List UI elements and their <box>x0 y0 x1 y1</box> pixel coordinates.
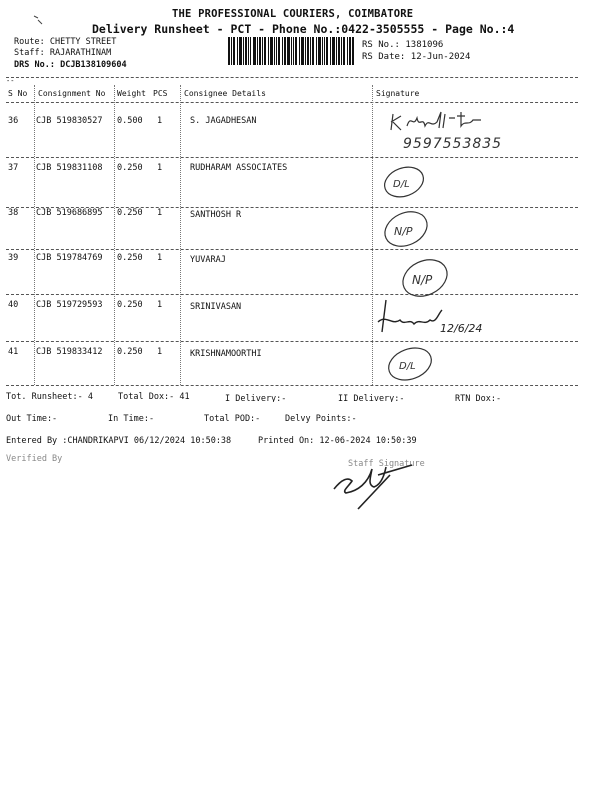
rtn-dox: RTN Dox:- <box>455 394 502 402</box>
svg-text:D/L: D/L <box>393 179 410 190</box>
stray-mark <box>32 14 46 26</box>
verified-by: Verified By <box>6 454 63 464</box>
row-weight: 0.250 <box>117 163 143 173</box>
col-header-weight: Weight <box>117 89 146 98</box>
col-header-consignee: Consignee Details <box>184 89 266 98</box>
out-time: Out Time:- <box>6 414 58 424</box>
row-pcs: 1 <box>157 300 163 310</box>
staff-line <box>14 48 111 58</box>
row-consignment: CJB 519833412 <box>36 347 103 357</box>
tot-runsheet: Tot. Runsheet:- 4 <box>6 392 93 402</box>
row-consignment: CJB 519784769 <box>36 253 103 263</box>
route-line <box>14 37 116 47</box>
row-sno: 40 <box>8 300 19 310</box>
row-sno: 38 <box>8 208 19 218</box>
row-weight: 0.500 <box>117 116 143 126</box>
table-bottom-rule <box>6 385 578 386</box>
row-consignee: KRISHNAMOORTHI <box>190 349 262 359</box>
route-label: Route: <box>14 37 45 47</box>
runsheet-subtitle: Delivery Runsheet - PCT - Phone No.:0422-3505555 - Page No.:4 <box>92 22 515 36</box>
staff-value: RAJARATHINAM <box>49 48 112 58</box>
column-divider <box>180 85 181 385</box>
signature-row-36 <box>385 108 535 152</box>
row-consignment: CJB 519830527 <box>36 116 103 126</box>
drs-value: DCJB138109604 <box>60 60 127 70</box>
svg-text:9597553835: 9597553835 <box>403 136 503 152</box>
row-pcs: 1 <box>157 253 163 263</box>
rs-no-value: 1381096 <box>405 40 444 50</box>
column-divider <box>34 85 35 385</box>
signature-row-41 <box>382 340 452 388</box>
ii-delivery: II Delivery:- <box>338 394 405 402</box>
svg-text:D/L: D/L <box>399 361 416 372</box>
column-divider <box>114 85 115 385</box>
row-pcs: 1 <box>157 208 163 218</box>
rs-no-label: RS No.: <box>362 40 400 50</box>
barcode <box>228 37 354 65</box>
table-header-rule <box>6 102 578 103</box>
row-pcs: 1 <box>157 116 163 126</box>
row-weight: 0.250 <box>117 300 143 310</box>
drs-label: DRS No.: <box>14 60 55 70</box>
rs-date-value: 12-Jun-2024 <box>410 52 471 62</box>
row-weight: 0.250 <box>117 208 143 218</box>
row-consignee: S. JAGADHESAN <box>190 116 257 126</box>
col-header-sno: S No <box>8 89 28 98</box>
row-consignment: CJB 519729593 <box>36 300 103 310</box>
row-sno: 36 <box>8 116 19 126</box>
rs-date-label: RS Date: <box>362 52 406 62</box>
signature-row-37 <box>380 160 450 205</box>
delvy-points: Delvy Points:- <box>285 414 357 424</box>
svg-text:N/P: N/P <box>412 273 433 287</box>
staff-signature-mark <box>328 455 418 515</box>
table-top-rule <box>6 77 578 78</box>
row-pcs: 1 <box>157 163 163 173</box>
row-separator <box>6 157 578 158</box>
col-header-consignment: Consignment No <box>38 89 106 98</box>
total-pod: Total POD:- <box>204 414 261 424</box>
row-consignee: YUVARAJ <box>190 255 226 265</box>
col-header-signature: Signature <box>376 89 420 98</box>
staff-signature-label: Staff Signature <box>348 459 425 469</box>
rs-no-line <box>362 40 443 50</box>
total-dox: Total Dox:- 41 <box>118 392 190 402</box>
svg-text:12/6/24: 12/6/24 <box>440 322 483 335</box>
svg-text:N/P: N/P <box>394 225 413 238</box>
company-title: THE PROFESSIONAL COURIERS, COIMBATORE <box>172 8 414 20</box>
row-sno: 37 <box>8 163 19 173</box>
col-header-pcs: PCS <box>153 89 168 98</box>
row-pcs: 1 <box>157 347 163 357</box>
row-weight: 0.250 <box>117 253 143 263</box>
signature-row-39 <box>395 252 465 302</box>
signature-row-40 <box>372 296 512 346</box>
route-value: CHETTY STREET <box>49 37 117 47</box>
row-consignment: CJB 519831108 <box>36 163 103 173</box>
staff-label: Staff: <box>14 48 45 58</box>
row-consignee: SANTHOSH R <box>190 210 242 220</box>
row-separator <box>6 249 578 250</box>
signature-row-38 <box>378 205 448 253</box>
row-separator <box>6 294 578 295</box>
table-corner-mark: -- <box>6 77 15 85</box>
row-consignee: SRINIVASAN <box>190 302 242 312</box>
row-consignee: RUDHARAM ASSOCIATES <box>190 163 288 173</box>
row-sno: 39 <box>8 253 19 263</box>
row-weight: 0.250 <box>117 347 143 357</box>
printed-on: Printed On: 12-06-2024 10:50:39 <box>258 436 417 446</box>
in-time: In Time:- <box>108 414 155 424</box>
rs-date-line <box>362 52 470 62</box>
drs-line <box>14 60 127 70</box>
i-delivery: I Delivery:- <box>225 394 287 402</box>
row-consignment: CJB 519686895 <box>36 208 103 218</box>
entered-by: Entered By :CHANDRIKAPVI 06/12/2024 10:50:38 <box>6 436 232 446</box>
row-sno: 41 <box>8 347 19 357</box>
